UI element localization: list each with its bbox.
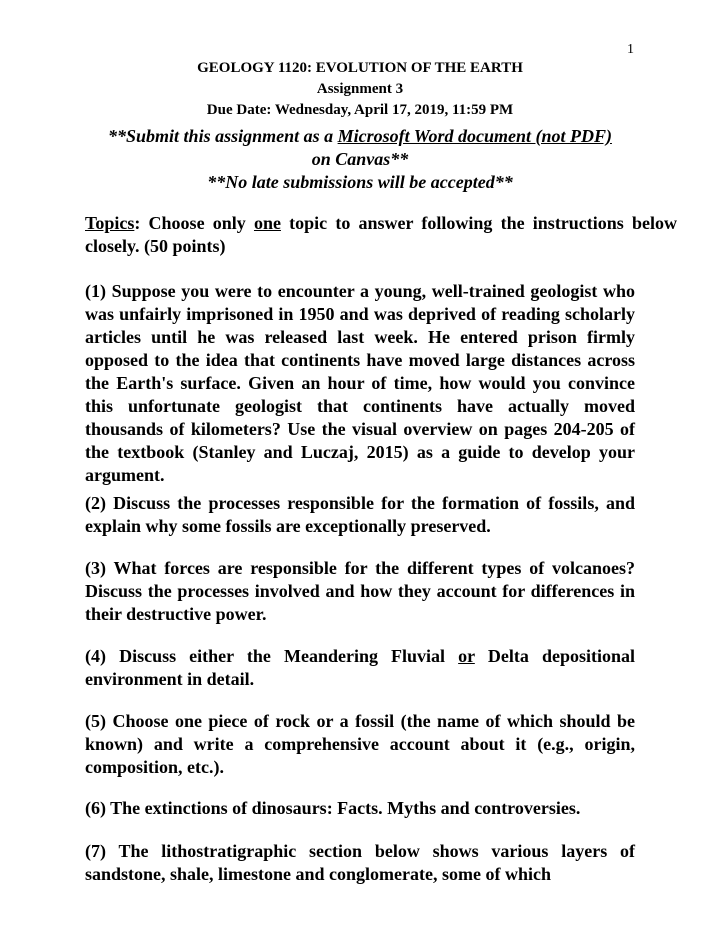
- question-4: [85, 645, 635, 691]
- submit-prefix: **Submit this assignment as a: [108, 126, 338, 146]
- submit-suffix: on Canvas**: [311, 149, 409, 169]
- question-5: (5) Choose one piece of rock or a fossil (the name of which should be known) and write a comprehensive account about it (e.g., origin, composition, etc.).: [85, 711, 635, 777]
- assignment-title: Assignment 3: [316, 81, 404, 97]
- course-title: GEOLOGY 1120: EVOLUTION OF THE EARTH: [197, 60, 523, 76]
- question-7: (7) The lithostratigraphic section below shows various layers of sandstone, shale, limestone and conglomerate, some of which: [85, 841, 635, 884]
- document-header: [0, 58, 720, 121]
- question-1: (1) Suppose you were to encounter a young, well-trained geologist who was unfairly imprisoned in 1950 and was deprived of reading scholarly articles until he was released last week. He entered prison firmly opposed to the idea that continents have moved large distances across the Earth's surface. Given an hour of time, how would you convince this unfortunate geologist that continents have actually moved thousands of kilometers? Use the visual overview on pages 204-205 of the textbook (Stanley and Luczaj, 2015) as a guide to develop your argument.: [85, 281, 635, 485]
- late-policy: **No late submissions will be accepted**: [207, 172, 513, 192]
- due-date: Due Date: Wednesday, April 17, 2019, 11:59 PM: [206, 102, 514, 118]
- page-number: 1: [627, 42, 634, 57]
- topics-instructions: [85, 212, 677, 258]
- question-6: (6) The extinctions of dinosaurs: Facts. Myths and controversies.: [85, 798, 581, 818]
- topics-label: Topics: [85, 213, 135, 233]
- topics-emphasis: one: [253, 213, 281, 233]
- topics-text-after: topic to answer following the instructions below closely. (50 points): [85, 213, 678, 256]
- submit-format: Microsoft Word document (not PDF): [337, 126, 612, 146]
- question-4-before: (4) Discuss either the Meandering Fluvial: [85, 646, 459, 666]
- topics-text-before: : Choose only: [134, 213, 254, 233]
- question-3: (3) What forces are responsible for the different types of volcanoes? Discuss the processes involved and how they account for differences in their destructive power.: [85, 558, 635, 624]
- question-4-or: or: [458, 646, 475, 666]
- submission-notice: [60, 125, 660, 194]
- submission-instruction: [60, 125, 660, 148]
- question-4-after: Delta depositional environment in detail.: [85, 646, 635, 689]
- question-2: (2) Discuss the processes responsible for the formation of fossils, and explain why some fossils are exceptionally preserved.: [85, 493, 635, 536]
